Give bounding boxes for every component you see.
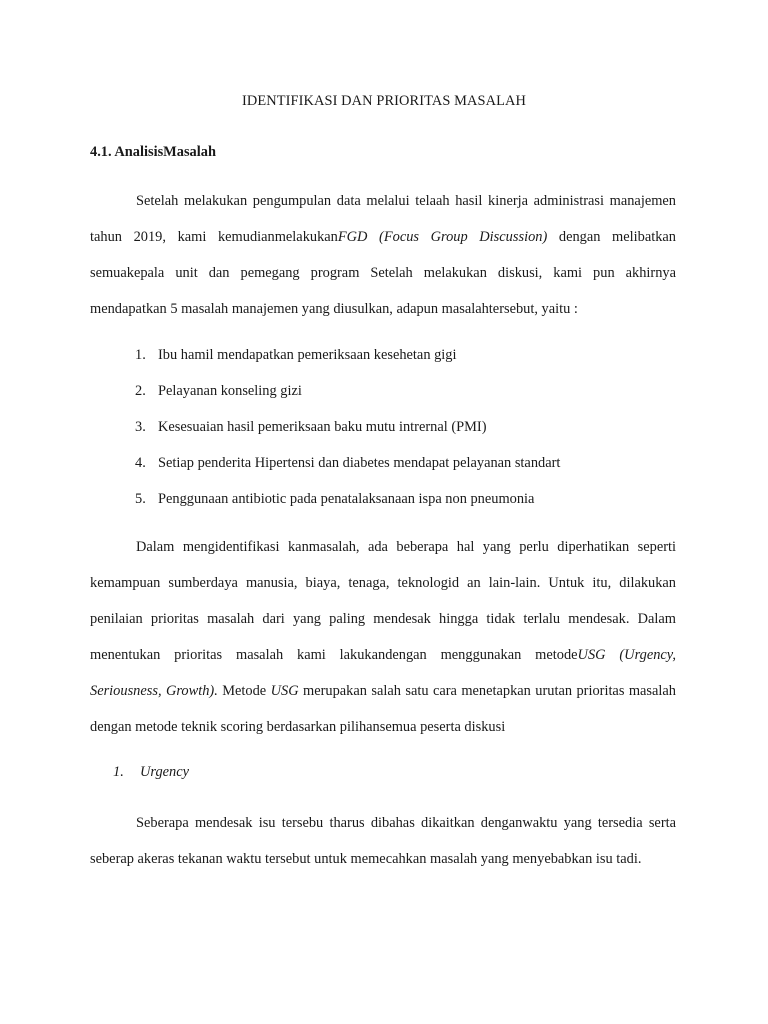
list-item (135, 341, 560, 377)
paragraph-urgency-text: Seberapa mendesak isu tersebu tharus dibahas dikaitkan denganwaktu yang tersedia serta seberap akeras tekanan waktu tersebut untuk memecahkan masalah yang menyebabkan isu tadi. (90, 815, 676, 867)
paragraph-intro-italic-fgd: FGD (Focus Group Discussion) (337, 229, 548, 245)
list-item (135, 449, 560, 485)
problem-list (135, 341, 560, 521)
paragraph-intro-text-a: Setelah melakukan pengumpulan data melalui telaah hasil kinerja administrasi manajemen tahun 2019, kami kemudianmelakukan (90, 193, 676, 245)
paragraph-method-italic-usg: USG (270, 683, 299, 699)
list-item-text: Setiap penderita Hipertensi dan diabetes mendapat pelayanan standart (158, 455, 561, 471)
list-item-number: 5. (135, 491, 146, 507)
list-item-number: 1. (135, 347, 146, 363)
paragraph-intro-text-b: dengan melibatkan semuakepala unit dan pemegang program Setelah melakukan diskusi, kami pun akhirnya mendapatkan 5 masalah manajemen yang diusulkan, adapun masalahtersebut, yaitu : (90, 229, 676, 317)
list-item-text: Kesesuaian hasil pemeriksaan baku mutu intrernal (PMI) (158, 419, 487, 435)
list-item-text: Penggunaan antibiotic pada penatalaksanaan ispa non pneumonia (158, 491, 535, 507)
list-item-text: Pelayanan konseling gizi (158, 383, 302, 399)
paragraph-method-text-a: Dalam mengidentifikasi kanmasalah, ada beberapa hal yang perlu diperhatikan seperti kemampuan sumberdaya manusia, biaya, tenaga, teknologid an lain-lain. Untuk itu, dilakukan penilaian prioritas masalah dari yang paling mendesak hingga tidak terlalu mendesak. Dalam menentukan prioritas masalah kami lakukandengan menggunakan metode (90, 539, 676, 663)
document-title: IDENTIFIKASI DAN PRIORITAS MASALAH (241, 93, 527, 109)
subheading-number: 1. (113, 764, 124, 780)
section-heading: 4.1. AnalisisMasalah (90, 144, 216, 160)
list-item-text: Ibu hamil mendapatkan pemeriksaan kesehetan gigi (158, 347, 457, 363)
paragraph-method-italic-usg-full: USG (Urgency, Seriousness, Growth). (90, 647, 676, 699)
list-item (135, 485, 560, 521)
list-item-number: 4. (135, 455, 146, 471)
list-item-number: 2. (135, 383, 146, 399)
subheading-text: Urgency (140, 764, 190, 780)
paragraph-intro (90, 183, 676, 327)
list-item-number: 3. (135, 419, 146, 435)
paragraph-urgency (90, 805, 676, 877)
list-item (135, 413, 560, 449)
paragraph-method-text-b: Metode (217, 683, 271, 699)
subheading-urgency (113, 764, 189, 781)
paragraph-method-text-c: merupakan salah satu cara menetapkan urutan prioritas masalah dengan metode teknik scoring berdasarkan pilihansemua peserta diskusi (90, 683, 676, 735)
list-item (135, 377, 560, 413)
paragraph-method (90, 529, 676, 745)
